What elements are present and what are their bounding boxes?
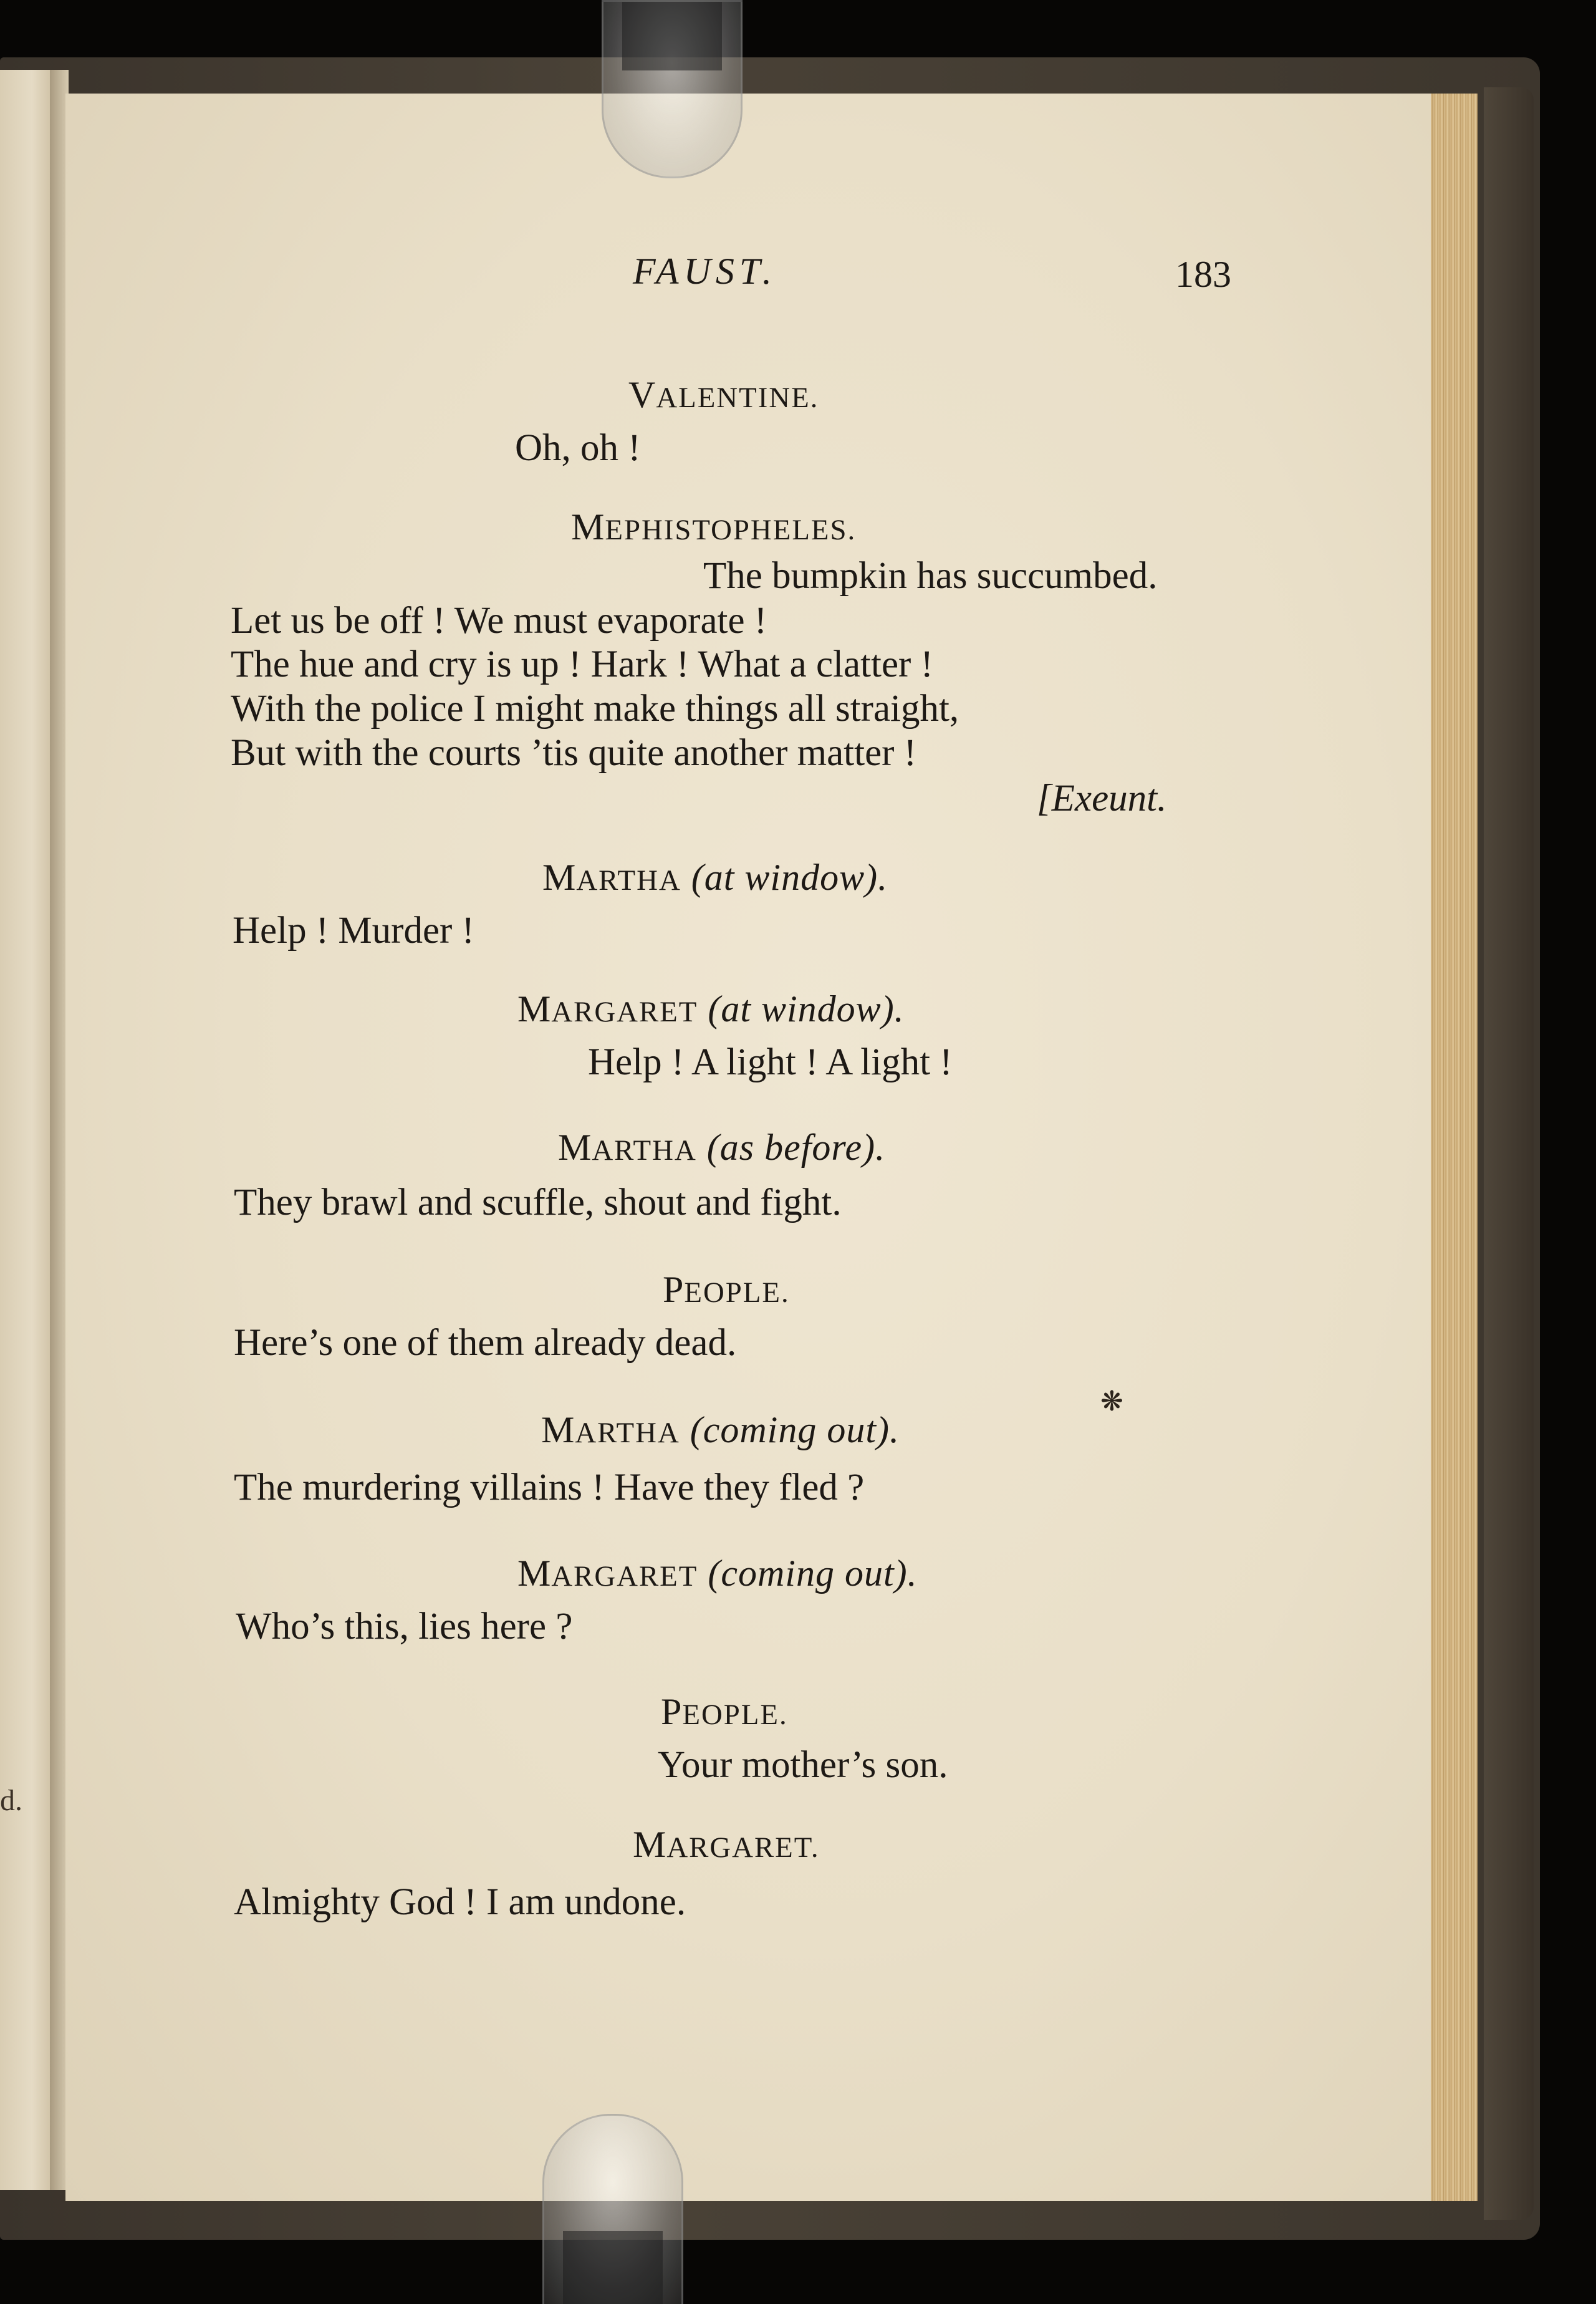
speaker-heading: [661, 1693, 788, 1730]
speaker-heading: [517, 1554, 918, 1592]
speaker-name: ARGARET.: [666, 1831, 820, 1864]
speaker-name: ARGARET: [551, 1560, 698, 1593]
stage-direction: (coming out).: [690, 1409, 900, 1450]
stage-direction: (at window).: [691, 857, 888, 898]
speaker-initial: M: [517, 988, 552, 1029]
speaker-heading: [541, 1411, 900, 1448]
speaker-heading: [633, 1826, 820, 1863]
speaker-initial: P: [661, 1691, 683, 1732]
speaker-heading: [517, 990, 905, 1028]
speaker-name: ARGARET: [551, 996, 698, 1028]
speaker-initial: M: [541, 1409, 575, 1450]
page-number: 183: [1175, 254, 1231, 295]
verse-line: They brawl and scuffle, shout and fight.: [234, 1182, 842, 1223]
facing-page: [0, 70, 53, 2190]
verse-line: Here’s one of them already dead.: [234, 1322, 737, 1364]
speaker-heading: [663, 1271, 790, 1308]
verse-line: Oh, oh !: [515, 427, 641, 469]
facing-page-margin-mark: d.: [0, 1784, 22, 1817]
speaker-heading: [542, 859, 888, 896]
verse-line: The murdering villains ! Have they fled ?: [234, 1467, 865, 1508]
speaker-initial: M: [517, 1553, 552, 1594]
verse-line: But with the courts ’tis quite another matter !: [231, 732, 917, 774]
speaker-initial: V: [628, 374, 656, 415]
running-title: FAUST.: [633, 251, 777, 292]
cover-edge: [1484, 87, 1534, 2220]
speaker-heading: [558, 1129, 885, 1166]
speaker-name: ARTHA: [592, 1134, 697, 1167]
verse-line: Help ! A light ! A light !: [588, 1041, 953, 1083]
page-clip-top: [602, 0, 743, 178]
speaker-name: EOPLE.: [682, 1699, 788, 1731]
speaker-heading: [571, 508, 856, 546]
verse-line: Your mother’s son.: [658, 1744, 948, 1786]
verse-line: Who’s this, lies here ?: [236, 1606, 573, 1647]
stage-direction: (coming out).: [708, 1553, 918, 1594]
verse-line: The hue and cry is up ! Hark ! What a clatter !: [231, 643, 933, 685]
speaker-name: ARTHA: [576, 864, 681, 897]
speaker-name: ALENTINE.: [656, 382, 819, 414]
speaker-initial: M: [542, 857, 577, 898]
verse-line: With the police I might make things all straight,: [231, 688, 959, 730]
stage-direction-exeunt: [Exeunt.: [1037, 778, 1167, 819]
speaker-heading: [628, 376, 819, 413]
page-clip-bottom: [542, 2114, 683, 2304]
stage-direction: (as before).: [706, 1127, 886, 1168]
speaker-name: EOPLE.: [684, 1276, 790, 1309]
speaker-initial: M: [633, 1824, 667, 1865]
ink-fleck-icon: ❋: [1100, 1386, 1123, 1417]
verse-line: Help ! Murder !: [233, 910, 474, 952]
speaker-initial: M: [571, 506, 605, 547]
verse-line: The bumpkin has succumbed.: [703, 555, 1158, 597]
speaker-initial: M: [558, 1127, 592, 1168]
verse-line: Almighty God ! I am undone.: [234, 1881, 686, 1923]
speaker-initial: P: [663, 1269, 685, 1310]
stage-direction: (at window).: [708, 988, 905, 1029]
speaker-name: ARTHA: [575, 1417, 680, 1449]
verse-line: Let us be off ! We must evaporate !: [231, 600, 767, 642]
speaker-name: EPHISTOPHELES.: [605, 514, 857, 546]
